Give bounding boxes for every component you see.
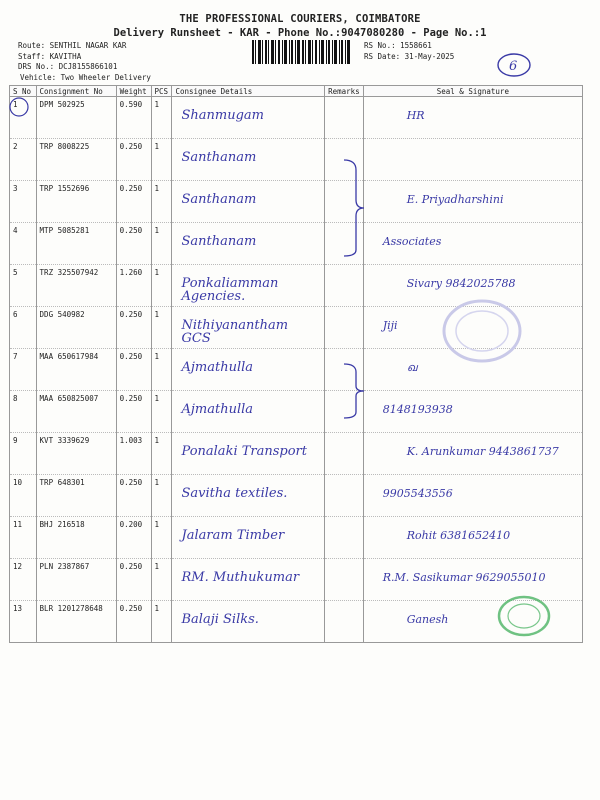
- sno-text: 5: [13, 268, 18, 277]
- weight-cell: [116, 139, 151, 181]
- signature-cell: [363, 181, 582, 223]
- pcs-cell: [151, 475, 172, 517]
- company-title: THE PROFESSIONAL COURIERS, COIMBATORE: [179, 13, 421, 25]
- col-consignment: Consignment No: [36, 86, 116, 97]
- remarks-cell: [325, 433, 364, 475]
- weight-cell: [116, 181, 151, 223]
- table-row: [10, 433, 583, 475]
- row1-circle-mark: [8, 96, 30, 118]
- weight-cell: [116, 307, 151, 349]
- col-consignee: Consignee Details: [172, 86, 325, 97]
- consignee-cell: [172, 391, 325, 433]
- consignee-cell: [172, 601, 325, 643]
- weight-text: 0.250: [119, 310, 143, 319]
- seal-stamp-row6: [440, 298, 524, 364]
- signature-cell: [363, 475, 582, 517]
- signature-text: 8148193938: [382, 403, 453, 416]
- consignee-cell: [172, 307, 325, 349]
- consignment-text: TRP 8008225: [39, 142, 90, 151]
- signature-text: Sivary 9842025788: [406, 277, 516, 290]
- consignee-cell: [172, 517, 325, 559]
- pcs-cell: [151, 517, 172, 559]
- pcs-cell: [151, 223, 172, 265]
- consignment-cell: [36, 223, 116, 265]
- consignee-text: Savitha textiles.: [181, 486, 288, 501]
- consignment-text: MAA 650617984: [39, 352, 99, 361]
- consignment-cell: [36, 559, 116, 601]
- circled-number: 6: [509, 59, 518, 74]
- barcode: [252, 40, 350, 64]
- vehicle-field: Vehicle: Two Wheeler Delivery: [20, 72, 151, 82]
- consignment-cell: [36, 391, 116, 433]
- pcs-cell: [151, 139, 172, 181]
- delivery-table: [9, 85, 583, 643]
- consignment-text: TRZ 325507942: [39, 268, 99, 277]
- signature-cell: [363, 139, 582, 181]
- consignment-text: TRP 648301: [39, 478, 85, 487]
- signature-text: Associates: [382, 235, 442, 248]
- consignment-cell: [36, 181, 116, 223]
- pcs-text: 1: [154, 268, 160, 277]
- consignment-text: TRP 1552696: [39, 184, 90, 193]
- sno-text: 9: [13, 436, 18, 445]
- sno-cell: [10, 307, 37, 349]
- col-sno: S No: [10, 86, 37, 97]
- sno-cell: [10, 265, 37, 307]
- consignee-cell: [172, 97, 325, 139]
- consignment-text: MAA 650825007: [39, 394, 99, 403]
- consignee-text: Santhanam: [181, 150, 257, 165]
- remarks-cell: [325, 475, 364, 517]
- sno-text: 3: [13, 184, 18, 193]
- sno-cell: [10, 181, 37, 223]
- weight-text: 1.003: [119, 436, 143, 445]
- consignee-cell: [172, 559, 325, 601]
- consignee-text: Ajmathulla: [181, 402, 254, 417]
- weight-text: 0.250: [119, 226, 143, 235]
- pcs-cell: [151, 559, 172, 601]
- weight-text: 0.200: [119, 520, 143, 529]
- sno-cell: [10, 475, 37, 517]
- signature-text: Rohit 6381652410: [406, 529, 511, 542]
- pcs-text: 1: [154, 310, 160, 319]
- pcs-text: 1: [154, 394, 160, 403]
- consignee-cell: [172, 433, 325, 475]
- signature-text: 9905543556: [382, 487, 453, 500]
- rs-date-field: RS Date: 31-May-2025: [364, 51, 455, 61]
- signature-text: E. Priyadharshini: [406, 193, 504, 206]
- staff-field: Staff: KAVITHA: [18, 51, 82, 61]
- consignment-cell: [36, 475, 116, 517]
- consignment-cell: [36, 307, 116, 349]
- sno-text: 7: [13, 352, 18, 361]
- weight-cell: [116, 97, 151, 139]
- pcs-text: 1: [154, 562, 160, 571]
- sno-text: 12: [13, 562, 23, 571]
- consignee-text: Nithiyanantham GCS: [181, 318, 289, 346]
- sno-text: 6: [13, 310, 18, 319]
- consignment-text: KVT 3339629: [39, 436, 90, 445]
- remarks-cell: [325, 97, 364, 139]
- weight-text: 1.260: [119, 268, 143, 277]
- weight-cell: [116, 601, 151, 643]
- consignee-cell: [172, 475, 325, 517]
- sno-text: 1: [13, 100, 18, 109]
- pcs-cell: [151, 601, 172, 643]
- consignee-text: Ponalaki Transport: [181, 444, 307, 459]
- weight-text: 0.250: [119, 394, 143, 403]
- table-row: [10, 97, 583, 139]
- pcs-text: 1: [154, 604, 160, 613]
- weight-text: 0.250: [119, 478, 143, 487]
- sno-cell: [10, 391, 37, 433]
- drs-field: DRS No.: DCJ8155866101: [18, 62, 118, 71]
- weight-text: 0.250: [119, 142, 143, 151]
- weight-cell: [116, 517, 151, 559]
- consignment-text: BLR 1201278648: [39, 604, 103, 613]
- consignment-cell: [36, 433, 116, 475]
- consignee-cell: [172, 139, 325, 181]
- table-row: [10, 223, 583, 265]
- table-row: [10, 181, 583, 223]
- weight-cell: [116, 559, 151, 601]
- col-pcs: PCS: [151, 86, 172, 97]
- sno-cell: [10, 433, 37, 475]
- signature-cell: [363, 97, 582, 139]
- weight-text: 0.250: [119, 562, 143, 571]
- signature-cell: [363, 433, 582, 475]
- consignee-text: Ponkaliamman Agencies.: [181, 276, 279, 304]
- sno-cell: [10, 517, 37, 559]
- sno-cell: [10, 559, 37, 601]
- circled-page-mark: [496, 52, 532, 78]
- seal-stamp-row13: [496, 594, 552, 638]
- consignment-cell: [36, 139, 116, 181]
- col-remarks: Remarks: [325, 86, 364, 97]
- signature-text: ഖ: [406, 361, 417, 374]
- signature-text: R.M. Sasikumar 9629055010: [382, 571, 546, 584]
- pcs-text: 1: [154, 520, 160, 529]
- consignee-text: Jalaram Timber: [181, 528, 285, 543]
- consignment-text: MTP 5085281: [39, 226, 90, 235]
- weight-cell: [116, 349, 151, 391]
- pcs-text: 1: [154, 352, 160, 361]
- pcs-cell: [151, 307, 172, 349]
- weight-text: 0.250: [119, 604, 143, 613]
- signature-text: K. Arunkumar 9443861737: [406, 445, 559, 458]
- consignment-cell: [36, 97, 116, 139]
- signature-cell: [363, 223, 582, 265]
- table-row: [10, 475, 583, 517]
- weight-text: 0.590: [119, 100, 143, 109]
- weight-cell: [116, 265, 151, 307]
- pcs-cell: [151, 181, 172, 223]
- weight-cell: [116, 433, 151, 475]
- bracket-rows-7-8: [342, 362, 366, 420]
- consignment-cell: [36, 601, 116, 643]
- consignment-cell: [36, 517, 116, 559]
- consignment-text: DDG 540982: [39, 310, 85, 319]
- consignee-cell: [172, 265, 325, 307]
- rs-number-field: RS No.: 1558661: [364, 41, 432, 50]
- sno-text: 4: [13, 226, 18, 235]
- signature-text: Ganesh: [406, 613, 449, 626]
- pcs-cell: [151, 265, 172, 307]
- pcs-text: 1: [154, 478, 160, 487]
- consignee-text: Santhanam: [181, 192, 257, 207]
- pcs-cell: [151, 433, 172, 475]
- weight-cell: [116, 391, 151, 433]
- pcs-text: 1: [154, 226, 160, 235]
- weight-cell: [116, 223, 151, 265]
- consignee-text: Santhanam: [181, 234, 257, 249]
- sno-cell: [10, 223, 37, 265]
- consignment-cell: [36, 349, 116, 391]
- col-weight: Weight: [116, 86, 151, 97]
- weight-text: 0.250: [119, 352, 143, 361]
- sno-text: 10: [13, 478, 23, 487]
- col-seal: Seal & Signature: [363, 86, 582, 97]
- remarks-cell: [325, 265, 364, 307]
- consignment-text: DPM 502925: [39, 100, 85, 109]
- sno-text: 8: [13, 394, 18, 403]
- consignee-text: Ajmathulla: [181, 360, 254, 375]
- signature-text: Jiji: [382, 319, 398, 332]
- sno-cell: [10, 139, 37, 181]
- sno-text: 2: [13, 142, 18, 151]
- runsheet-subtitle: Delivery Runsheet - KAR - Phone No.:9047080280 - Page No.:1: [113, 27, 487, 39]
- route-field: Route: SENTHIL NAGAR KAR: [18, 41, 127, 50]
- pcs-cell: [151, 391, 172, 433]
- table-row: [10, 139, 583, 181]
- sno-cell: [10, 601, 37, 643]
- pcs-text: 1: [154, 436, 160, 445]
- pcs-cell: [151, 97, 172, 139]
- remarks-cell: [325, 307, 364, 349]
- consignee-text: Shanmugam: [181, 108, 264, 123]
- weight-text: 0.250: [119, 184, 143, 193]
- signature-cell: [363, 391, 582, 433]
- signature-cell: [363, 517, 582, 559]
- signature-text: HR: [406, 109, 425, 122]
- consignee-cell: [172, 349, 325, 391]
- consignment-cell: [36, 265, 116, 307]
- remarks-cell: [325, 559, 364, 601]
- remarks-cell: [325, 601, 364, 643]
- pcs-cell: [151, 349, 172, 391]
- table-row: [10, 517, 583, 559]
- consignee-cell: [172, 223, 325, 265]
- pcs-text: 1: [154, 184, 160, 193]
- consignee-text: RM. Muthukumar: [181, 570, 300, 585]
- pcs-text: 1: [154, 142, 160, 151]
- table-row: [10, 391, 583, 433]
- consignment-text: BHJ 216518: [39, 520, 85, 529]
- sno-cell: [10, 349, 37, 391]
- weight-cell: [116, 475, 151, 517]
- table-header-row: [10, 86, 583, 97]
- bracket-rows-2-4: [342, 158, 366, 258]
- pcs-text: 1: [154, 100, 160, 109]
- sno-text: 13: [13, 604, 23, 613]
- consignee-cell: [172, 181, 325, 223]
- sno-text: 11: [13, 520, 23, 529]
- consignee-text: Balaji Silks.: [181, 612, 259, 627]
- meta-right: [364, 41, 454, 62]
- consignment-text: PLN 2387867: [39, 562, 90, 571]
- meta-left: [18, 41, 151, 83]
- remarks-cell: [325, 517, 364, 559]
